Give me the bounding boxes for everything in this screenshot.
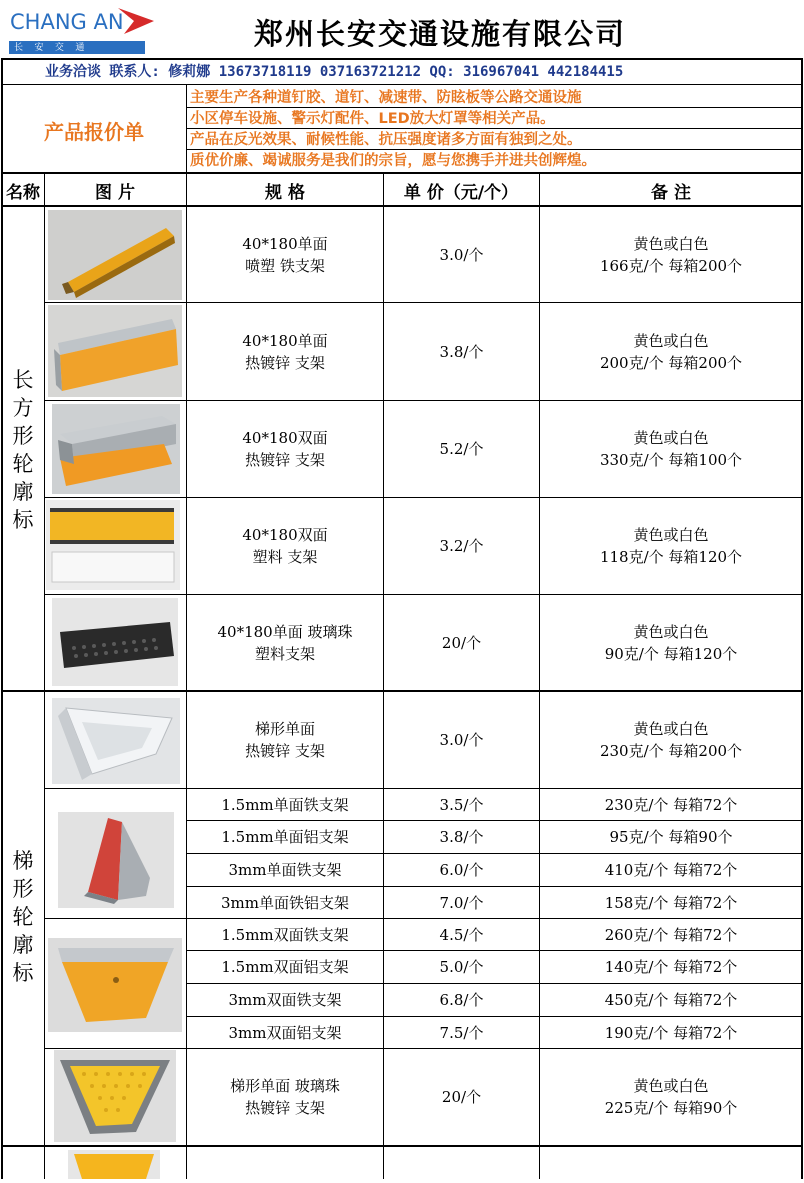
row-10-note: 158克/个 每箱72个 (604, 893, 738, 912)
header-price: 单 价（元/个） (403, 182, 519, 203)
row-15-spec: 梯形单面 玻璃珠 热镀锌 支架 (230, 1077, 340, 1117)
header-name: 名称 (6, 182, 40, 203)
row-9-price: 6.0/个 (439, 861, 484, 879)
row-9-spec: 3mm单面铁支架 (228, 861, 342, 879)
row-4-note: 黄色或白色 118克/个 每箱120个 (599, 526, 743, 566)
grid-line (1, 690, 803, 692)
logo-sub-text: 长 安 交 通 (14, 43, 85, 53)
grid-line (186, 886, 802, 887)
product-photo-4 (46, 500, 180, 590)
row-1-spec: 40*180单面 喷塑 铁支架 (242, 234, 328, 275)
contact-line: 业务洽谈 联系人: 修莉娜 13673718119 037163721212 QQ: 316967041 442184415 (45, 64, 624, 80)
category-label-rect: 长方形轮廓标 (12, 368, 34, 532)
product-photo-1 (48, 210, 182, 300)
row-7-price: 3.5/个 (439, 795, 484, 814)
row-14-price: 7.5/个 (439, 1023, 484, 1042)
header-note: 备 注 (651, 182, 691, 203)
grid-line (1, 1145, 803, 1147)
grid-border-right (801, 58, 803, 1179)
grid-line (186, 950, 802, 951)
row-1-note: 黄色或白色 166克/个 每箱200个 (599, 234, 743, 275)
product-photo-7 (58, 812, 174, 908)
company-logo (6, 5, 156, 55)
header-photo: 图 片 (95, 182, 135, 203)
row-15-price: 20/个 (441, 1088, 482, 1106)
row-10-price: 7.0/个 (439, 893, 484, 912)
grid-line (186, 1016, 802, 1017)
row-7-note: 230克/个 每箱72个 (604, 795, 738, 814)
grid-line (44, 172, 45, 1179)
grid-line (539, 172, 540, 1179)
intro-line-1: 主要生产各种道钉胶、道钉、减速带、防眩板等公路交通设施 (190, 90, 582, 106)
grid-line (44, 594, 802, 595)
row-9-note: 410克/个 每箱72个 (604, 861, 738, 879)
row-4-price: 3.2/个 (439, 537, 484, 555)
grid-line (44, 788, 802, 789)
row-3-note: 黄色或白色 330克/个 每箱100个 (599, 429, 743, 469)
row-4-spec: 40*180双面 塑料 支架 (242, 526, 328, 566)
grid-line (186, 128, 802, 129)
product-photo-2 (48, 305, 182, 397)
row-6-note: 黄色或白色 230克/个 每箱200个 (599, 719, 743, 760)
grid-border-left (1, 58, 3, 1179)
intro-line-3: 产品在反光效果、耐候性能、抗压强度诸多方面有独到之处。 (190, 132, 582, 148)
company-title: 郑州长安交通设施有限公司 (253, 16, 626, 51)
header-spec: 规 格 (265, 182, 305, 203)
grid-line (186, 983, 802, 984)
row-5-spec: 40*180单面 玻璃珠 塑料支架 (217, 622, 353, 663)
grid-line (1, 172, 803, 174)
grid-line (44, 1048, 802, 1049)
grid-line (186, 149, 802, 150)
row-8-spec: 1.5mm单面铝支架 (221, 828, 349, 846)
grid-line (44, 400, 802, 401)
product-photo-8 (48, 938, 182, 1032)
intro-line-2: 小区停车设施、警示灯配件、LED放大灯罩等相关产品。 (190, 111, 555, 127)
grid-line (1, 84, 803, 85)
intro-line-4: 质优价廉、竭诚服务是我们的宗旨，愿与您携手并进共创辉煌。 (190, 153, 596, 169)
row-5-price: 20/个 (441, 633, 482, 652)
grid-line-top (1, 58, 803, 60)
row-2-spec: 40*180单面 热镀锌 支架 (242, 331, 328, 372)
grid-line (44, 918, 802, 919)
row-15-note: 黄色或白色 225克/个 每箱90个 (604, 1077, 738, 1117)
row-3-price: 5.2/个 (439, 440, 484, 458)
row-11-price: 4.5/个 (439, 925, 484, 944)
row-10-spec: 3mm单面铁铝支架 (221, 893, 349, 912)
row-7-spec: 1.5mm单面铁支架 (221, 795, 349, 814)
grid-line (186, 853, 802, 854)
row-14-spec: 3mm双面铝支架 (228, 1023, 342, 1042)
grid-line (44, 497, 802, 498)
row-8-note: 95克/个 每箱90个 (609, 828, 733, 846)
grid-line (1, 205, 803, 207)
product-photo-6 (52, 698, 180, 784)
grid-line (44, 302, 802, 303)
row-13-price: 6.8/个 (439, 991, 484, 1009)
product-photo-10-partial (68, 1150, 160, 1179)
row-3-spec: 40*180双面 热镀锌 支架 (242, 429, 328, 469)
product-photo-5 (52, 598, 178, 686)
logo-brand-text: CHANG AN (10, 10, 124, 34)
row-13-note: 450克/个 每箱72个 (604, 991, 738, 1009)
row-6-price: 3.0/个 (439, 730, 484, 749)
row-2-note: 黄色或白色 200克/个 每箱200个 (599, 331, 743, 372)
row-14-note: 190克/个 每箱72个 (604, 1023, 738, 1042)
product-photo-9 (54, 1050, 176, 1142)
grid-line (186, 107, 802, 108)
row-6-spec: 梯形单面 热镀锌 支架 (245, 719, 325, 760)
row-1-price: 3.0/个 (439, 245, 484, 264)
row-5-note: 黄色或白色 90克/个 每箱120个 (604, 622, 738, 663)
grid-line (186, 820, 802, 821)
grid-line (186, 172, 187, 1179)
row-13-spec: 3mm双面铁支架 (228, 991, 342, 1009)
grid-line (383, 172, 384, 1179)
quote-label: 产品报价单 (44, 119, 144, 144)
row-12-note: 140克/个 每箱72个 (604, 958, 738, 976)
product-photo-3 (52, 404, 180, 494)
row-11-note: 260克/个 每箱72个 (604, 925, 738, 944)
row-2-price: 3.8/个 (439, 342, 484, 361)
row-12-price: 5.0/个 (439, 958, 484, 976)
category-label-trapezoid: 梯形轮廓标 (12, 849, 34, 985)
row-11-spec: 1.5mm双面铁支架 (221, 925, 349, 944)
row-8-price: 3.8/个 (439, 828, 484, 846)
row-12-spec: 1.5mm双面铝支架 (221, 958, 349, 976)
